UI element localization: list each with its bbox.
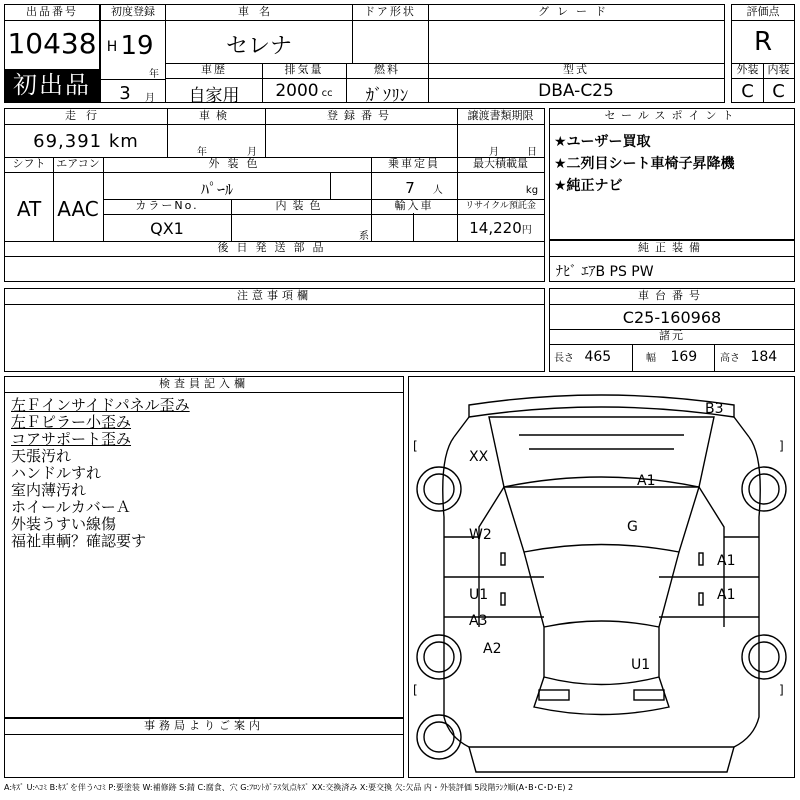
car-name: セレナ xyxy=(225,34,292,59)
color-no-label: カラーNo. xyxy=(103,199,231,215)
recycle-value: 14,220 xyxy=(469,219,522,237)
mark-a2: A2 xyxy=(483,641,502,657)
mark-a1-rf: A1 xyxy=(717,553,736,569)
capacity-value: 7 xyxy=(405,179,415,197)
bracket-left: [ xyxy=(413,439,418,453)
inspector-note: 左Ｆインサイドパネル歪み xyxy=(11,396,190,414)
sales-point-item: ★二列目シート車椅子昇降機 xyxy=(554,156,735,172)
recycle xyxy=(457,219,544,237)
length xyxy=(554,349,611,365)
grade-label: グレード xyxy=(428,5,724,21)
caution-block xyxy=(4,288,545,372)
header-block xyxy=(4,4,100,103)
bracket-right: ] xyxy=(779,439,784,453)
interior-grade: C xyxy=(772,81,785,102)
reg-no-label: 登録番号 xyxy=(265,109,457,125)
car-outline-icon xyxy=(409,377,794,777)
displacement-unit: cc xyxy=(321,88,333,99)
capacity-unit: 人 xyxy=(432,185,443,196)
score-block xyxy=(731,4,795,103)
mileage xyxy=(5,131,167,152)
inspector-block xyxy=(4,376,404,718)
bracket-left: [ xyxy=(413,683,418,697)
chassis-block xyxy=(549,288,795,372)
office-block xyxy=(4,718,404,778)
first-listing-badge: 初出品 xyxy=(5,69,99,102)
ins-year-unit: 年 xyxy=(197,147,207,158)
later-parts-label: 後日発送部品 xyxy=(5,241,544,257)
score-label: 評価点 xyxy=(732,5,794,21)
displacement-label: 排気量 xyxy=(262,63,346,79)
length-value: 465 xyxy=(584,349,612,365)
tr-day-unit: 日 xyxy=(527,147,537,158)
mileage-value: 69,391 xyxy=(33,131,103,152)
inspector-note: 外装うすい線傷 xyxy=(11,515,117,533)
color-no: QX1 xyxy=(150,219,184,238)
spec-block xyxy=(4,108,545,282)
history-label: 車歴 xyxy=(166,63,262,79)
capacity-label: 乗車定員 xyxy=(371,157,457,173)
reg-year: 19 xyxy=(120,31,154,61)
equipment-block xyxy=(549,240,795,282)
lot-number: 10438 xyxy=(7,27,97,60)
car-row-block xyxy=(165,4,725,106)
import-label: 輸入車 xyxy=(371,199,457,215)
chassis-label: 車台番号 xyxy=(550,289,794,305)
load-label: 最大積載量 xyxy=(457,157,544,173)
color: ﾊﾟｰﾙ xyxy=(200,180,233,199)
inspector-note: 左Ｆピラー小歪み xyxy=(11,413,132,431)
first-reg-block xyxy=(100,4,166,103)
month-unit: 月 xyxy=(145,93,155,104)
mark-a1-rr: A1 xyxy=(717,587,736,603)
height xyxy=(720,349,777,365)
displacement-value: 2000 xyxy=(275,81,319,101)
width-value: 169 xyxy=(670,349,698,365)
mark-u1-roof: U1 xyxy=(631,657,651,673)
fuel-label: 燃料 xyxy=(346,63,428,79)
mark-xx: XX xyxy=(469,449,489,465)
load-unit: kg xyxy=(525,185,539,196)
mark-a1-hood: A1 xyxy=(637,473,656,489)
mileage-unit: km xyxy=(108,131,139,152)
inspector-note: ハンドルすれ xyxy=(11,464,102,482)
mileage-label: 走行 xyxy=(5,109,167,125)
fuel: ｶﾞｿﾘﾝ xyxy=(365,86,409,106)
exterior-label: 外装 xyxy=(732,63,763,79)
ac-label: エアコン xyxy=(53,157,103,173)
inspector-note: 福祉車輌？確認要す xyxy=(11,532,147,550)
int-color-label: 内装色 xyxy=(231,199,371,215)
mark-g: G xyxy=(627,519,638,535)
chassis-number: C25-160968 xyxy=(622,308,722,327)
model: DBA-C25 xyxy=(538,81,614,101)
recycle-label: リサイクル預託金 xyxy=(457,199,544,215)
caution-label: 注意事項欄 xyxy=(5,289,544,305)
sales-point-item: ★純正ナビ xyxy=(554,178,623,194)
sales-point-item: ★ユーザー買取 xyxy=(554,134,651,150)
car-diagram xyxy=(408,376,795,778)
displacement xyxy=(262,81,346,101)
height-value: 184 xyxy=(750,349,778,365)
inspector-notes xyxy=(11,397,190,550)
lot-label: 出品番号 xyxy=(5,5,99,21)
mark-w2: W2 xyxy=(469,527,492,543)
exterior-grade: C xyxy=(741,81,754,102)
shift: AT xyxy=(16,197,42,221)
sales-points-label: セールスポイント xyxy=(550,109,794,125)
capacity xyxy=(371,179,457,197)
dims-label: 諸元 xyxy=(550,329,794,345)
inspector-note: 天張汚れ xyxy=(11,447,72,465)
ac: AAC xyxy=(57,197,99,221)
width-label: 幅 xyxy=(646,353,656,364)
door-label: ドア形状 xyxy=(352,5,428,21)
width xyxy=(646,349,697,365)
inspection-label: 車検 xyxy=(167,109,265,125)
equipment-label: 純正装備 xyxy=(550,241,794,257)
era: H xyxy=(106,39,118,55)
equipment-value: ﾅﾋﾞ ｴｱB PS PW xyxy=(556,264,654,280)
color-label: 外装色 xyxy=(103,157,371,173)
first-reg-label: 初度登録 xyxy=(101,5,165,21)
recycle-unit: 円 xyxy=(521,225,532,236)
inspector-note: ホイールカバーＡ xyxy=(11,498,131,516)
int-color-unit: 系 xyxy=(359,231,369,242)
history: 自家用 xyxy=(188,86,240,106)
height-label: 高さ xyxy=(720,353,740,364)
transfer-label: 譲渡書類期限 xyxy=(457,109,544,125)
score: R xyxy=(753,27,773,57)
tr-month-unit: 月 xyxy=(489,147,499,158)
reg-month: 3 xyxy=(119,83,131,104)
inspector-label: 検査員記入欄 xyxy=(5,377,403,393)
shift-label: シフト xyxy=(5,157,53,173)
model-label: 型式 xyxy=(428,63,724,79)
mark-u1-l: U1 xyxy=(469,587,489,603)
mark-a3: A3 xyxy=(469,613,488,629)
inspector-note: 室内薄汚れ xyxy=(11,481,87,499)
sales-points-block xyxy=(549,108,795,240)
mark-b3: B3 xyxy=(705,401,724,417)
inspector-note: コアサポート歪み xyxy=(11,430,132,448)
footer-legend: A:ｷｽﾞ U:ﾍｺﾐ B:ｷｽﾞを伴うﾍｺﾐ P:要塗装 W:補修跡 S:錆 C:腐食、穴 G:ﾌﾛﾝﾄｶﾞﾗｽ気点ｷｽﾞ XX:交換済み X:要交換 欠:欠品 内・外装評価 5段階ﾗﾝｸ順(A･B･C･D･E) 2 xyxy=(4,783,574,792)
interior-label: 内装 xyxy=(763,63,794,79)
length-label: 長さ xyxy=(554,353,574,364)
bracket-right: ] xyxy=(779,683,784,697)
ins-month-unit: 月 xyxy=(247,147,257,158)
year-unit: 年 xyxy=(149,69,159,80)
office-label: 事務局よりご案内 xyxy=(5,719,403,735)
car-name-label: 車名 xyxy=(166,5,352,21)
